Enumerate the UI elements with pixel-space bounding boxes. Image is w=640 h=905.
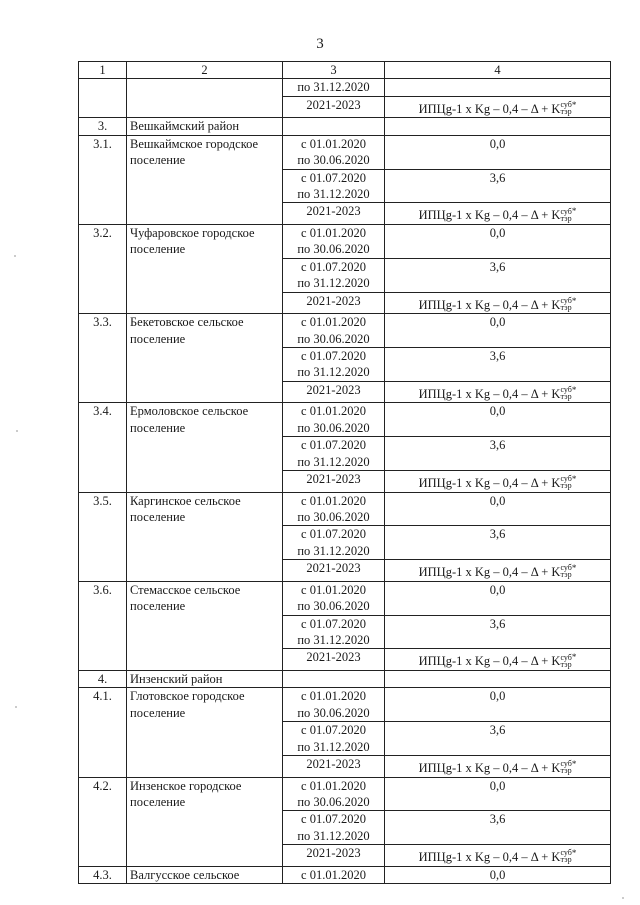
period-cell: с 01.07.2020 по 31.12.2020: [283, 258, 385, 292]
row-number: 3.2.: [79, 224, 127, 313]
settlement-name: Вешкаймское городское поселение: [127, 135, 283, 224]
empty-cell: [385, 118, 611, 135]
table-row: [79, 866, 611, 883]
table-row: [79, 492, 611, 526]
table-row: [79, 224, 611, 258]
formula-cell: ИПЦg-1 x Kg – 0,4 – Δ + K суб тэр *: [385, 755, 611, 777]
period-cell: с 01.01.2020 по 30.06.2020: [283, 135, 385, 169]
period-cell: 2021-2023: [283, 292, 385, 314]
row-number: 3.4.: [79, 403, 127, 492]
settlement-name: [127, 79, 283, 118]
period-cell: с 01.07.2020 по 31.12.2020: [283, 169, 385, 203]
period-cell: с 01.07.2020 по 31.12.2020: [283, 347, 385, 381]
settlement-name: Чуфаровское городское поселение: [127, 224, 283, 313]
formula-cell: ИПЦg-1 x Kg – 0,4 – Δ + K суб тэр *: [385, 845, 611, 867]
value-cell: 3,6: [385, 811, 611, 845]
period-cell: с 01.01.2020 по 30.06.2020: [283, 688, 385, 722]
row-number: 3.1.: [79, 135, 127, 224]
formula-cell: ИПЦg-1 x Kg – 0,4 – Δ + K суб тэр *: [385, 292, 611, 314]
district-name: Инзенский район: [127, 670, 283, 687]
period-cell: с 01.01.2020 по 30.06.2020: [283, 777, 385, 811]
formula-cell: ИПЦg-1 x Kg – 0,4 – Δ + K суб тэр *: [385, 649, 611, 671]
tariff-table: [78, 61, 611, 884]
header-cell-2: 2: [127, 62, 283, 79]
settlement-name: Стемасское сельское поселение: [127, 581, 283, 670]
period-cell: 2021-2023: [283, 470, 385, 492]
value-cell: 0,0: [385, 492, 611, 526]
period-cell: с 01.07.2020 по 31.12.2020: [283, 615, 385, 649]
row-number: 3.5.: [79, 492, 127, 581]
settlement-name: Каргинское сельское поселение: [127, 492, 283, 581]
row-number: 3.: [79, 118, 127, 135]
value-cell: 3,6: [385, 258, 611, 292]
period-cell: с 01.07.2020 по 31.12.2020: [283, 811, 385, 845]
value-cell: 0,0: [385, 314, 611, 348]
formula-cell: ИПЦg-1 x Kg – 0,4 – Δ + K суб тэр *: [385, 203, 611, 225]
value-cell: 3,6: [385, 169, 611, 203]
scan-speck: [15, 706, 17, 708]
header-row: [79, 62, 611, 79]
value-cell: 0,0: [385, 403, 611, 437]
row-number: 3.6.: [79, 581, 127, 670]
header-cell-1: 1: [79, 62, 127, 79]
value-cell: 3,6: [385, 347, 611, 381]
period-cell: 2021-2023: [283, 381, 385, 403]
formula-cell: ИПЦg-1 x Kg – 0,4 – Δ + K суб тэр *: [385, 470, 611, 492]
row-number: [79, 79, 127, 118]
row-number: 4.1.: [79, 688, 127, 777]
scan-speck: [622, 897, 624, 899]
period-cell: 2021-2023: [283, 649, 385, 671]
period-cell: с 01.07.2020 по 31.12.2020: [283, 437, 385, 471]
row-number: 4.2.: [79, 777, 127, 866]
settlement-name: Инзенское городское поселение: [127, 777, 283, 866]
header-cell-3: 3: [283, 62, 385, 79]
header-cell-4: 4: [385, 62, 611, 79]
value-cell: 3,6: [385, 722, 611, 756]
value-cell: 0,0: [385, 135, 611, 169]
empty-cell: [385, 670, 611, 687]
period-cell: по 31.12.2020: [283, 79, 385, 96]
value-cell: 3,6: [385, 437, 611, 471]
scan-speck: [16, 430, 18, 432]
period-cell: с 01.01.2020 по 30.06.2020: [283, 224, 385, 258]
table-row: [79, 403, 611, 437]
value-cell: 0,0: [385, 777, 611, 811]
settlement-name: Ермоловское сельское поселение: [127, 403, 283, 492]
scan-speck: [14, 255, 16, 257]
district-row: [79, 118, 611, 135]
value-cell: 0,0: [385, 224, 611, 258]
row-number: 4.: [79, 670, 127, 687]
table-row: [79, 135, 611, 169]
period-cell: с 01.01.2020: [283, 866, 385, 883]
value-cell: 3,6: [385, 526, 611, 560]
settlement-name: Глотовское городское поселение: [127, 688, 283, 777]
table-row: [79, 581, 611, 615]
value-cell: 0,0: [385, 866, 611, 883]
row-number: 3.3.: [79, 314, 127, 403]
table-row: [79, 79, 611, 96]
period-cell: 2021-2023: [283, 560, 385, 582]
empty-cell: [283, 670, 385, 687]
settlement-name: Бекетовское сельское поселение: [127, 314, 283, 403]
table-body: [79, 79, 611, 884]
table-row: [79, 688, 611, 722]
period-cell: 2021-2023: [283, 755, 385, 777]
period-cell: с 01.01.2020 по 30.06.2020: [283, 314, 385, 348]
table-row: [79, 777, 611, 811]
period-cell: с 01.07.2020 по 31.12.2020: [283, 722, 385, 756]
period-cell: 2021-2023: [283, 203, 385, 225]
period-cell: 2021-2023: [283, 96, 385, 118]
period-cell: с 01.07.2020 по 31.12.2020: [283, 526, 385, 560]
district-name: Вешкаймский район: [127, 118, 283, 135]
empty-cell: [283, 118, 385, 135]
period-cell: с 01.01.2020 по 30.06.2020: [283, 403, 385, 437]
row-number: 4.3.: [79, 866, 127, 883]
period-cell: с 01.01.2020 по 30.06.2020: [283, 492, 385, 526]
value-cell: 0,0: [385, 688, 611, 722]
period-cell: с 01.01.2020 по 30.06.2020: [283, 581, 385, 615]
settlement-name: Валгусское сельское: [127, 866, 283, 883]
value-cell: 3,6: [385, 615, 611, 649]
value-cell: [385, 79, 611, 96]
formula-cell: ИПЦg-1 x Kg – 0,4 – Δ + K суб тэр *: [385, 96, 611, 118]
period-cell: 2021-2023: [283, 845, 385, 867]
page-number: 3: [316, 36, 324, 52]
district-row: [79, 670, 611, 687]
formula-cell: ИПЦg-1 x Kg – 0,4 – Δ + K суб тэр *: [385, 381, 611, 403]
value-cell: 0,0: [385, 581, 611, 615]
formula-cell: ИПЦg-1 x Kg – 0,4 – Δ + K суб тэр *: [385, 560, 611, 582]
table-row: [79, 314, 611, 348]
